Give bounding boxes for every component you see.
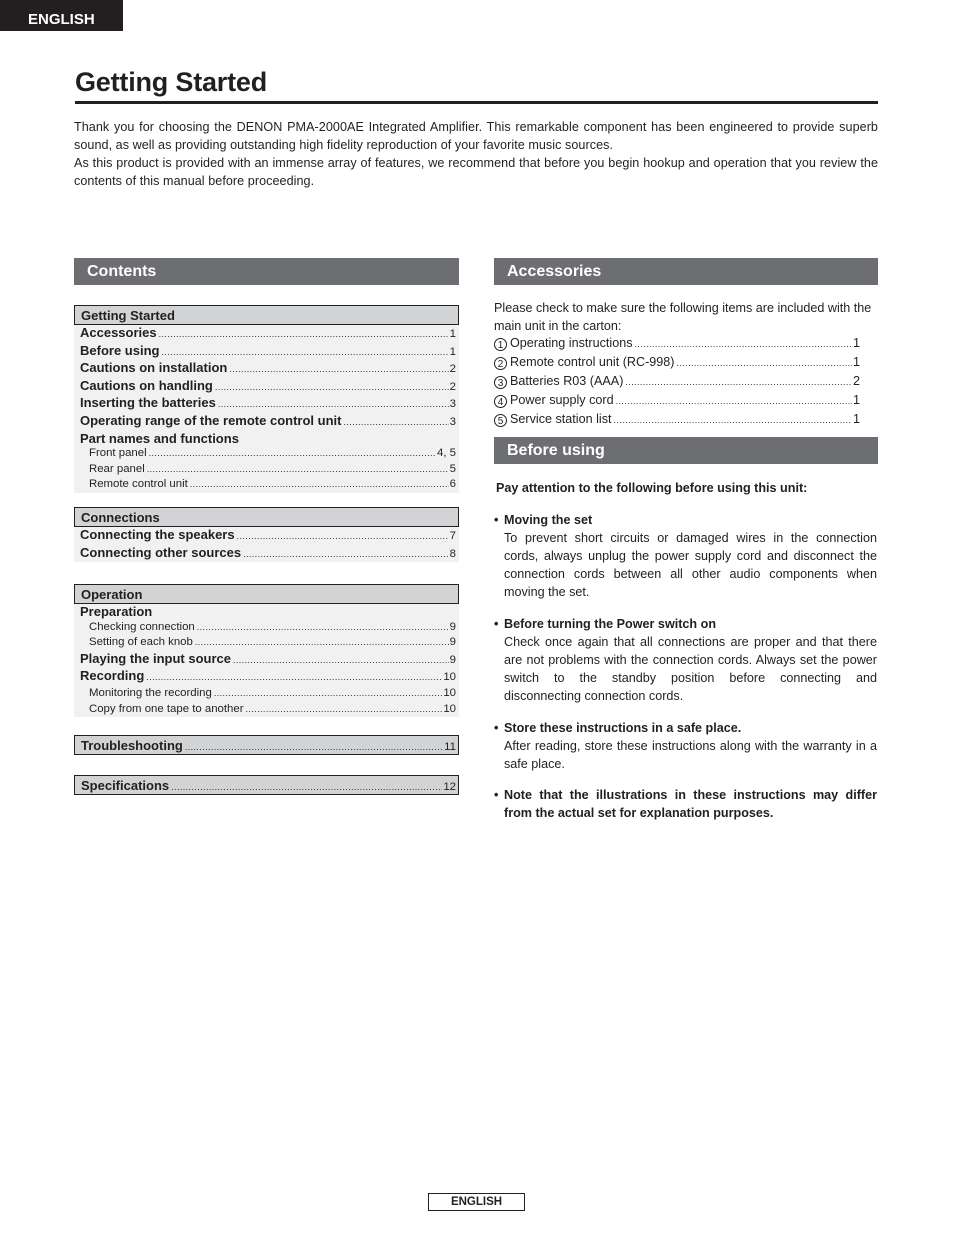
toc-dot-leader — [343, 415, 448, 431]
toc-entry-page: 8 — [449, 547, 456, 560]
item-body: After reading, store these instructions along with the warranty in a safe place. — [504, 739, 877, 771]
toc-entry-page: 2 — [449, 380, 456, 393]
toc-dot-leader — [161, 345, 448, 361]
toc-entry-page: 5 — [449, 462, 456, 475]
bullet: • — [494, 513, 499, 527]
accessories-header: Accessories — [494, 258, 878, 285]
toc-entry-page: 9 — [449, 620, 456, 633]
toc-entry-label: Accessories — [80, 325, 157, 340]
accessory-qty: 1 — [852, 393, 860, 407]
bullet: • — [494, 617, 499, 631]
accessory-label: Batteries R03 (AAA) — [510, 374, 624, 388]
toc-dot-leader — [246, 702, 443, 718]
circled-number: 4 — [494, 395, 507, 408]
toc-dot-leader — [185, 738, 443, 757]
toc-subentry[interactable] — [74, 686, 459, 702]
toc-dot-leader — [197, 620, 449, 636]
toc-entry-label: Monitoring the recording — [89, 686, 212, 699]
dot-leader — [635, 335, 852, 353]
toc-entry-label: Recording — [80, 668, 145, 684]
list-item — [494, 353, 860, 372]
toc-entry-label: Before using — [80, 342, 160, 358]
toc-entry-page: 9 — [449, 636, 456, 649]
toc-group-connections — [74, 507, 459, 562]
before-using-header: Before using — [494, 437, 878, 464]
accessory-qty: 1 — [852, 336, 860, 350]
circled-number: 5 — [494, 414, 507, 427]
toc-dot-leader — [171, 778, 442, 797]
accessory-qty: 1 — [852, 412, 860, 426]
toc-entry[interactable] — [74, 413, 459, 431]
toc-group-heading — [74, 735, 459, 755]
toc-dot-leader — [149, 446, 436, 462]
intro-paragraph: Thank you for choosing the DENON PMA-2000AE Integrated Amplifier. This remarkable component has been engineered to provide superb sound, as well as providing outstanding high fidelity reproduction of your favorite music sources. — [74, 120, 878, 152]
toc-entry[interactable] — [74, 395, 459, 413]
toc-group-heading: Getting Started — [74, 305, 459, 325]
toc-group-heading — [74, 775, 459, 795]
toc-entry-page: 3 — [449, 415, 456, 428]
accessory-label: Remote control unit (RC-998) — [510, 355, 675, 369]
toc-entry[interactable] — [74, 545, 459, 563]
list-item — [494, 372, 860, 391]
toc-entry-label: Inserting the batteries — [80, 395, 216, 411]
toc-entry-label: Checking connection — [89, 620, 195, 633]
toc-entry-page: 6 — [449, 478, 456, 491]
toc-entry[interactable] — [74, 325, 459, 343]
toc-subentry[interactable] — [74, 620, 459, 636]
toc-entry-page: 10 — [443, 702, 456, 715]
toc-entry[interactable] — [74, 378, 459, 396]
dot-leader — [625, 373, 852, 391]
toc-entry-label: Preparation — [80, 604, 153, 619]
item-heading: Moving the set — [504, 513, 593, 527]
accessories-list — [494, 334, 860, 429]
toc-entry-label: Playing the input source — [80, 650, 231, 666]
toc-entry[interactable] — [74, 343, 459, 361]
toc-entry-page: 12 — [443, 781, 456, 793]
toc-dot-leader — [159, 327, 449, 343]
toc-group-troubleshooting[interactable] — [74, 735, 459, 755]
toc-entry-label: Operating range of the remote control unit — [80, 412, 342, 428]
toc-dot-leader — [243, 547, 449, 563]
toc-entry-page: 11 — [444, 741, 456, 753]
list-item — [494, 391, 860, 410]
toc-dot-leader — [218, 397, 449, 413]
language-tab: ENGLISH — [0, 0, 123, 31]
toc-subentry[interactable] — [74, 446, 459, 462]
bullet: • — [494, 788, 499, 802]
before-using-item — [494, 719, 877, 773]
toc-entry-page: 1 — [449, 345, 456, 358]
toc-entry-label: Cautions on installation — [80, 360, 228, 376]
before-using-item — [494, 511, 877, 601]
dot-leader — [676, 354, 852, 372]
intro-paragraph: As this product is provided with an immense array of features, we recommend that before you begin hookup and operation that you review the contents of this manual before proceeding. — [74, 156, 878, 188]
toc-group-heading: Operation — [74, 584, 459, 604]
toc-entry-page: 7 — [449, 530, 456, 542]
toc-dot-leader — [147, 462, 449, 478]
toc-entry-page: 10 — [443, 671, 456, 684]
toc-entry-label: Connecting other sources — [80, 544, 242, 560]
toc-entry-label: Rear panel — [89, 462, 145, 475]
toc-dot-leader — [215, 380, 449, 396]
toc-dot-leader — [214, 686, 442, 702]
toc-dot-leader — [190, 477, 449, 493]
item-heading: Before turning the Power switch on — [504, 617, 717, 631]
page-title: Getting Started — [75, 65, 878, 104]
circled-number: 2 — [494, 357, 507, 370]
list-item — [494, 334, 860, 353]
toc-entry-label: Specifications — [81, 778, 170, 793]
toc-subheading — [74, 604, 459, 620]
toc-entry-page: 4, 5 — [437, 447, 456, 460]
toc-group-heading: Connections — [74, 507, 459, 527]
list-item — [494, 410, 860, 429]
toc-group-specifications[interactable] — [74, 775, 459, 795]
toc-group-operation — [74, 584, 459, 717]
before-using-item — [494, 615, 877, 705]
item-body: To prevent short circuits or damaged wires in the connection cords, always unplug the power supply cord and disconnect the connection cords between all other audio components when moving the set. — [504, 531, 877, 599]
toc-dot-leader — [195, 635, 449, 651]
toc-dot-leader — [229, 362, 448, 378]
footer-language-label: ENGLISH — [428, 1193, 525, 1211]
toc-entry-label: Connecting the speakers — [80, 527, 235, 542]
toc-dot-leader — [237, 529, 449, 545]
toc-entry-page: 2 — [449, 363, 456, 376]
toc-entry-page: 1 — [449, 328, 456, 340]
toc-entry[interactable] — [74, 360, 459, 378]
bullet: • — [494, 721, 499, 735]
dot-leader — [616, 392, 852, 410]
toc-entry-label: Front panel — [89, 447, 147, 460]
toc-entry-page: 10 — [443, 686, 456, 699]
contents-header: Contents — [74, 258, 459, 285]
item-heading: Store these instructions in a safe place. — [504, 721, 742, 735]
accessories-intro: Please check to make sure the following items are included with the main unit in the carton: — [494, 301, 872, 333]
item-heading: Note that the illustrations in these instructions may differ from the actual set for explanation purposes. — [504, 788, 877, 820]
accessory-qty: 2 — [852, 374, 860, 388]
toc-subentry[interactable] — [74, 635, 459, 651]
accessory-label: Power supply cord — [510, 393, 614, 407]
toc-entry-label: Part names and functions — [80, 430, 239, 446]
toc-entry-page: 9 — [449, 653, 456, 666]
toc-subentry[interactable] — [74, 462, 459, 478]
toc-entry-label: Troubleshooting — [81, 738, 183, 753]
accessory-label: Service station list — [510, 412, 612, 426]
toc-entry[interactable] — [74, 668, 459, 686]
toc-entry-label: Copy from one tape to another — [89, 702, 244, 715]
dot-leader — [614, 411, 852, 429]
accessory-label: Operating instructions — [510, 336, 633, 350]
item-body: Check once again that all connections are proper and that there are not problems with the connection cords. Always set the power switch to the standby position before connecting and disconnecting connection cords. — [504, 635, 877, 703]
toc-dot-leader — [146, 670, 442, 686]
toc-group-getting-started — [74, 305, 459, 493]
toc-dot-leader — [233, 653, 449, 669]
before-using-lead: Pay attention to the following before using this unit: — [496, 481, 808, 495]
circled-number: 1 — [494, 338, 507, 351]
accessory-qty: 1 — [852, 355, 860, 369]
circled-number: 3 — [494, 376, 507, 389]
toc-entry-page: 3 — [449, 398, 456, 411]
toc-subentry[interactable] — [74, 702, 459, 718]
toc-entry-label: Cautions on handling — [80, 377, 213, 393]
before-using-item — [494, 786, 877, 822]
toc-subentry[interactable] — [74, 477, 459, 493]
toc-entry-label: Remote control unit — [89, 478, 188, 491]
toc-entry[interactable] — [74, 527, 459, 545]
toc-entry-label: Setting of each knob — [89, 636, 193, 649]
toc-entry[interactable] — [74, 651, 459, 669]
intro-text — [74, 118, 878, 190]
toc-subheading — [74, 431, 459, 447]
